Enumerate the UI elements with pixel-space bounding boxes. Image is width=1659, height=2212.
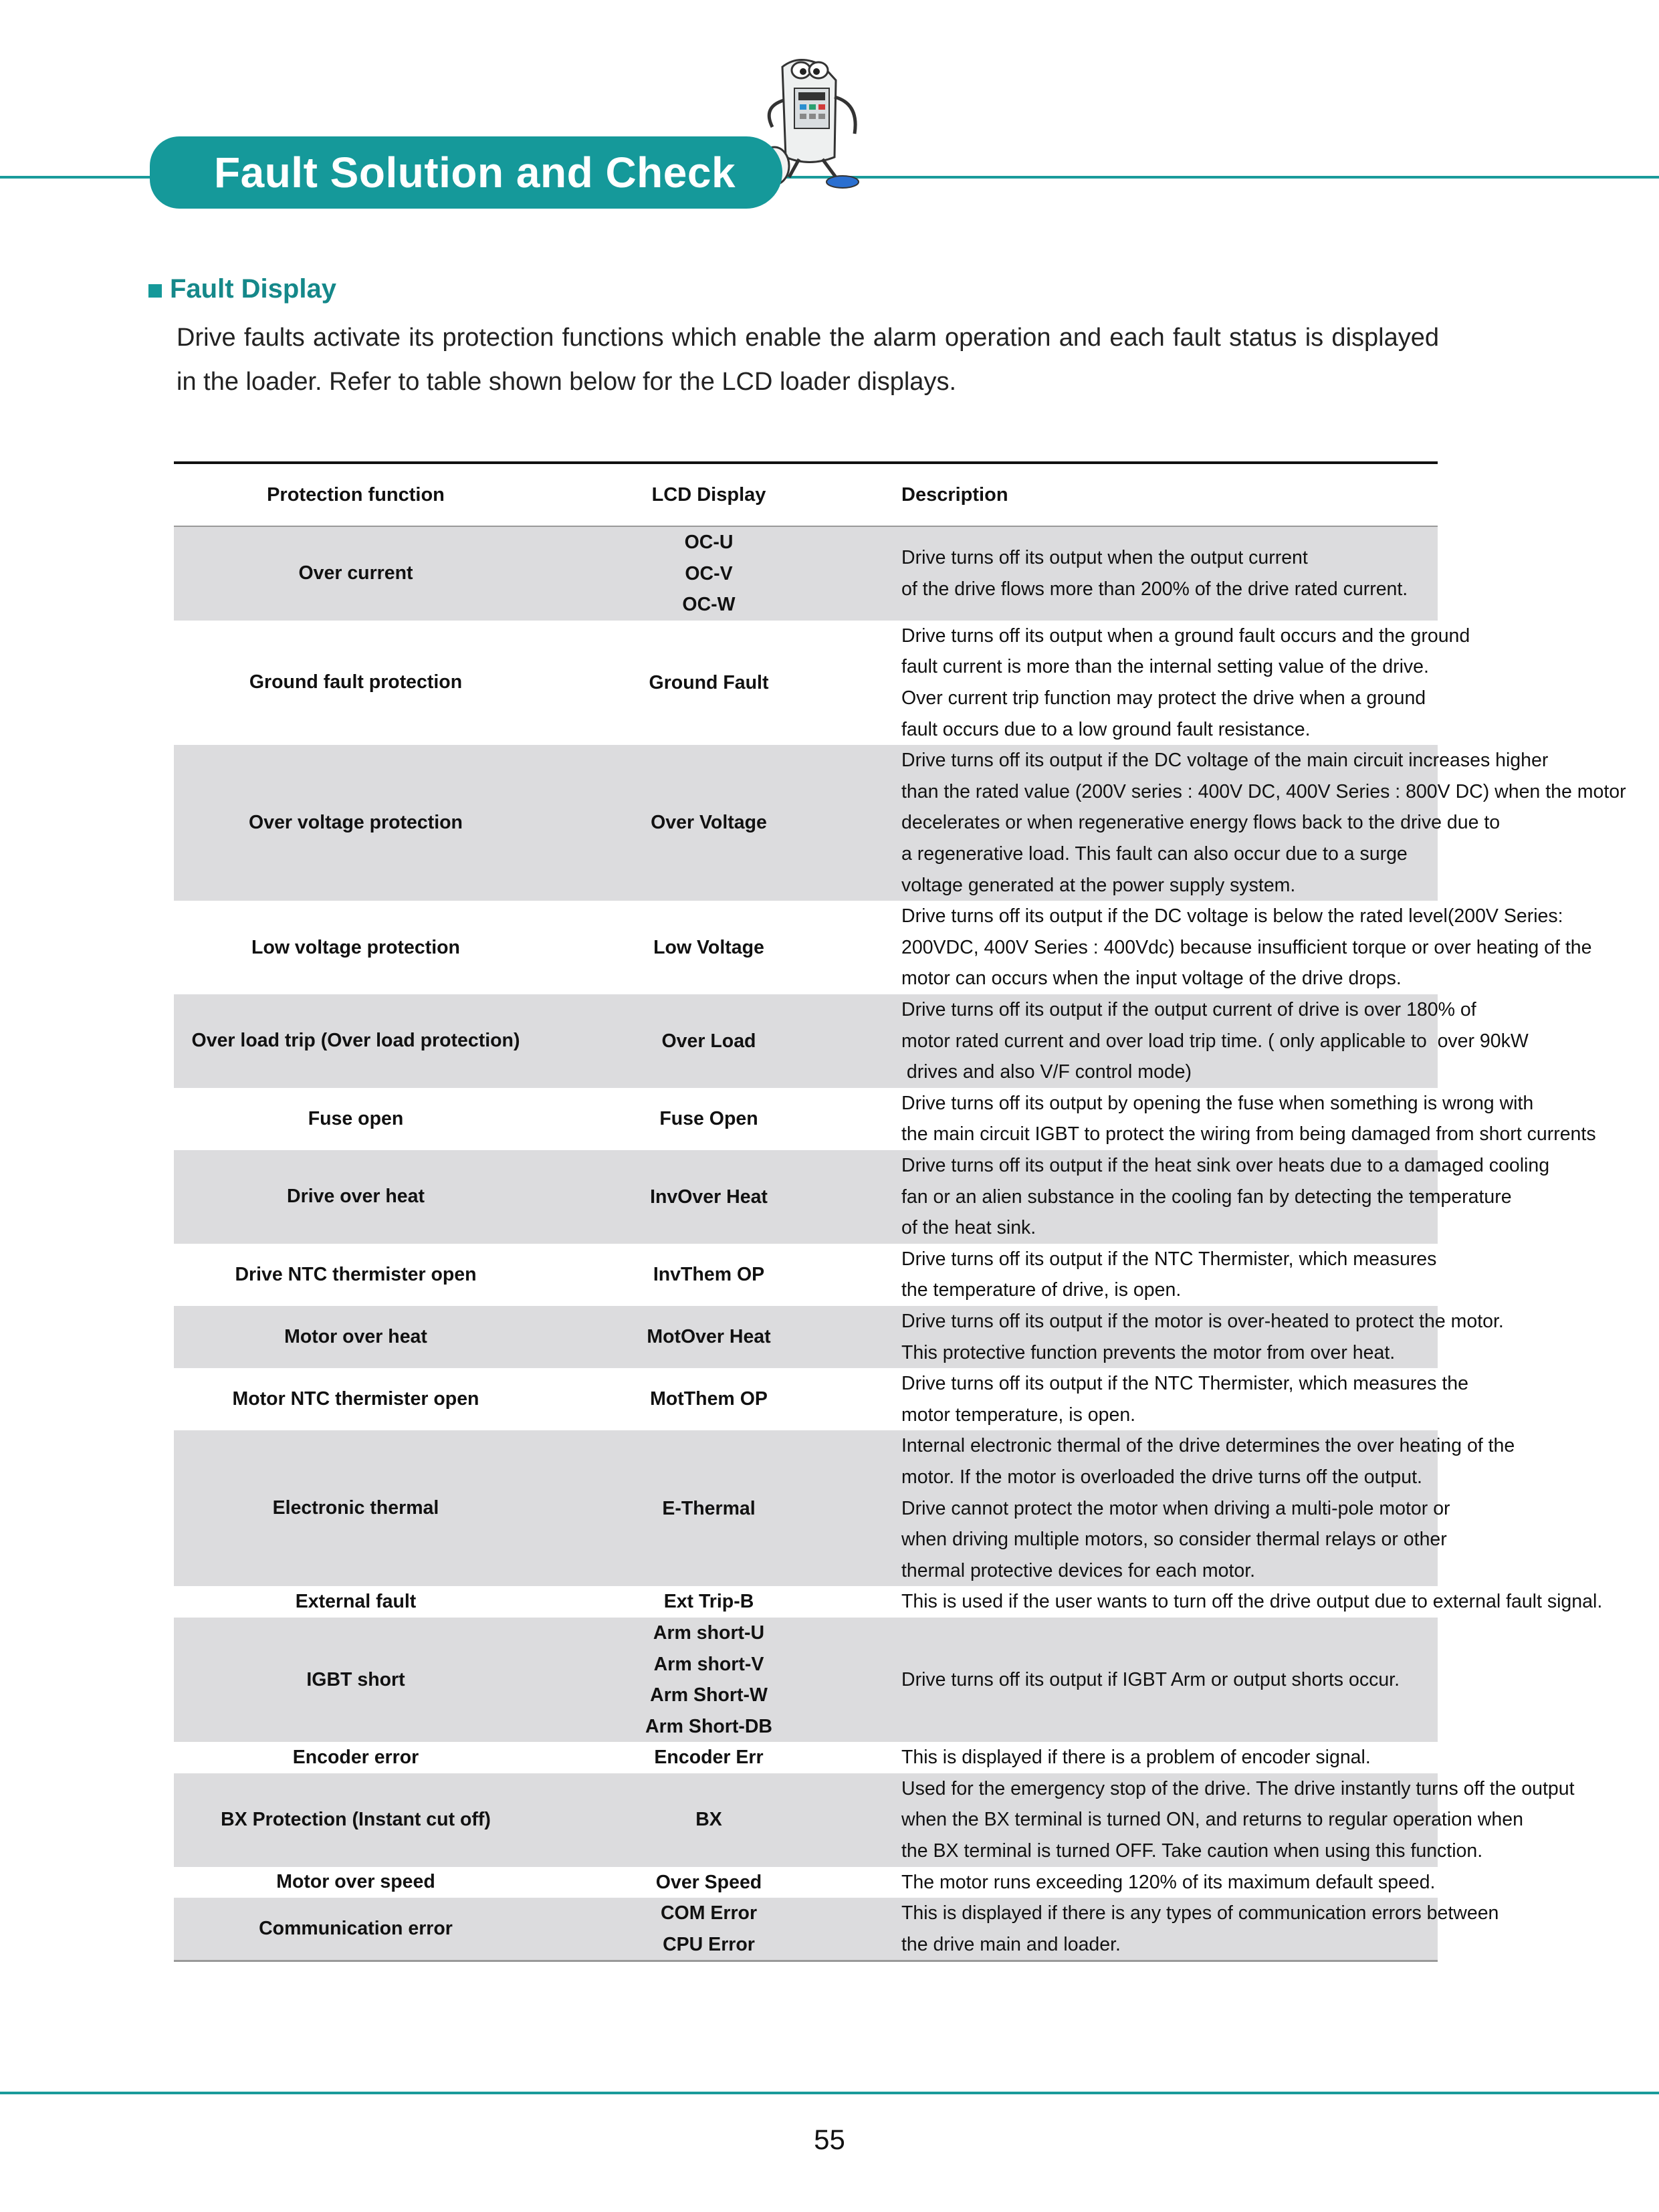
protection-function-cell: Fuse open bbox=[308, 1107, 404, 1129]
description-line: when the BX terminal is turned ON, and returns to regular operation when bbox=[901, 1809, 1523, 1831]
description-line: motor temperature, is open. bbox=[901, 1404, 1136, 1426]
lcd-display-text: MotOver Heat bbox=[647, 1326, 771, 1348]
description-line: Drive turns off its output if the motor is over-heated to protect the motor. bbox=[901, 1310, 1504, 1332]
lcd-display-text: Ground Fault bbox=[649, 671, 769, 693]
lcd-display-text: E-Thermal bbox=[662, 1497, 756, 1519]
description-cell bbox=[880, 1773, 1575, 1867]
table-row bbox=[174, 1618, 1438, 1742]
description-line: of the drive flows more than 200% of the drive rated current. bbox=[901, 578, 1408, 600]
description-line: Drive turns off its output if IGBT Arm or output shorts occur. bbox=[901, 1668, 1400, 1690]
lcd-display-text: Arm Short-W bbox=[650, 1684, 768, 1706]
description-line: Drive cannot protect the motor when driving a multi-pole motor or bbox=[901, 1497, 1450, 1519]
description-cell bbox=[880, 1586, 1603, 1618]
lcd-display-cell bbox=[538, 526, 880, 621]
lcd-display-text: Arm Short-DB bbox=[645, 1715, 772, 1737]
lcd-display-cell bbox=[538, 1773, 880, 1867]
lcd-display-text: MotThem OP bbox=[650, 1388, 768, 1410]
description-cell bbox=[880, 1368, 1468, 1430]
table-row bbox=[174, 901, 1438, 994]
fault-table bbox=[174, 461, 1626, 1962]
lcd-display-cell bbox=[538, 1867, 880, 1898]
lcd-display-cell bbox=[538, 621, 880, 745]
description-line: Drive turns off its output if the NTC Thermister, which measures the bbox=[901, 1373, 1468, 1395]
protection-function-cell: IGBT short bbox=[174, 1618, 538, 1742]
footer-rule bbox=[0, 2092, 1659, 2094]
table-row bbox=[174, 1368, 1438, 1430]
description-line: voltage generated at the power supply system. bbox=[901, 874, 1296, 896]
description-line: This is used if the user wants to turn off the drive output due to external fault signal. bbox=[901, 1591, 1603, 1613]
description-line: This protective function prevents the motor from over heat. bbox=[901, 1341, 1396, 1363]
description-line: decelerates or when regenerative energy flows back to the drive due to bbox=[901, 812, 1501, 834]
description-line: This is displayed if there is a problem of encoder signal. bbox=[901, 1747, 1371, 1769]
description-line: Drive turns off its output if the output current of drive is over 180% of bbox=[901, 998, 1476, 1020]
description-line: a regenerative load. This fault can also occur due to a surge bbox=[901, 843, 1408, 865]
description-line: This is displayed if there is any types of communication errors between bbox=[901, 1902, 1499, 1924]
lcd-display-text: Encoder Err bbox=[654, 1747, 764, 1769]
description-line: of the heat sink. bbox=[901, 1217, 1036, 1239]
protection-function-cell: Communication error bbox=[174, 1898, 538, 1961]
section-heading bbox=[148, 274, 336, 304]
lcd-display-cell bbox=[538, 1898, 880, 1961]
table-row bbox=[174, 745, 1438, 901]
description-line: motor can occurs when the input voltage of the drive drops. bbox=[901, 968, 1402, 990]
lcd-display-cell bbox=[538, 1742, 880, 1773]
description-line: Drive turns off its output by opening the fuse when something is wrong with bbox=[901, 1092, 1534, 1114]
protection-function-cell: Ground fault protection bbox=[249, 671, 463, 693]
lcd-display-cell bbox=[538, 1586, 880, 1618]
description-line: Drive turns off its output when the output current bbox=[901, 547, 1308, 569]
description-line: the drive main and loader. bbox=[901, 1933, 1121, 1955]
section-title: Fault Display bbox=[170, 274, 336, 304]
lcd-display-cell bbox=[538, 901, 880, 994]
description-cell bbox=[880, 1430, 1515, 1586]
description-cell bbox=[880, 1618, 1438, 1742]
table-row bbox=[174, 994, 1438, 1088]
description-line: drives and also V/F control mode) bbox=[901, 1061, 1192, 1083]
table-row bbox=[174, 1898, 1438, 1961]
description-line: the BX terminal is turned OFF. Take caution when using this function. bbox=[901, 1840, 1483, 1862]
table-body bbox=[174, 526, 1626, 1961]
description-line: fan or an alien substance in the cooling fan by detecting the temperature bbox=[901, 1186, 1512, 1208]
lcd-display-cell bbox=[538, 994, 880, 1088]
lcd-display-text: Arm short-U bbox=[653, 1622, 765, 1644]
lcd-display-cell bbox=[538, 1306, 880, 1368]
protection-function-cell: Drive over heat bbox=[174, 1150, 538, 1244]
description-cell bbox=[880, 1898, 1499, 1961]
description-line: when driving multiple motors, so consider thermal relays or other bbox=[901, 1529, 1447, 1551]
description-cell bbox=[880, 1088, 1596, 1150]
description-line: Internal electronic thermal of the drive determines the over heating of the bbox=[901, 1435, 1515, 1457]
lcd-display-text: Fuse Open bbox=[659, 1108, 758, 1130]
description-line: motor. If the motor is overloaded the drive turns off the output. bbox=[901, 1466, 1422, 1488]
description-line: Drive turns off its output if the NTC Thermister, which measures bbox=[901, 1248, 1437, 1270]
table-row bbox=[174, 526, 1438, 621]
description-line: motor rated current and over load trip time. ( only applicable to over 90kW bbox=[901, 1030, 1529, 1052]
table-row bbox=[174, 1244, 1438, 1306]
description-line: the temperature of drive, is open. bbox=[901, 1279, 1182, 1301]
protection-function-cell: Over current bbox=[174, 526, 538, 621]
table-row bbox=[174, 1773, 1438, 1867]
description-cell bbox=[880, 1867, 1438, 1898]
lcd-display-text: OC-U bbox=[684, 532, 734, 553]
lcd-display-cell bbox=[538, 1618, 880, 1742]
lcd-display-cell bbox=[538, 1088, 880, 1150]
protection-function-cell: Motor over heat bbox=[174, 1306, 538, 1368]
lcd-display-cell bbox=[538, 745, 880, 901]
description-line: than the rated value (200V series : 400V DC, 400V Series : 800V DC) when the motor bbox=[901, 780, 1626, 802]
protection-function-cell: Motor NTC thermister open bbox=[232, 1388, 479, 1410]
description-line: Drive turns off its output if the DC voltage is below the rated level(200V Series: bbox=[901, 905, 1563, 927]
lcd-display-cell bbox=[538, 1150, 880, 1244]
description-cell bbox=[880, 1306, 1504, 1368]
lcd-display-text: COM Error bbox=[660, 1902, 758, 1924]
table-row bbox=[174, 1586, 1438, 1618]
description-line: Drive turns off its output if the DC voltage of the main circuit increases higher bbox=[901, 750, 1549, 772]
lcd-display-text: Ext Trip-B bbox=[663, 1591, 754, 1613]
table-row bbox=[174, 621, 1438, 745]
table-row bbox=[174, 1430, 1438, 1586]
lcd-display-text: BX bbox=[695, 1809, 722, 1831]
description-line: Drive turns off its output if the heat sink over heats due to a damaged cooling bbox=[901, 1154, 1550, 1176]
description-cell bbox=[880, 1742, 1438, 1773]
description-cell bbox=[880, 526, 1438, 621]
lcd-display-text: CPU Error bbox=[663, 1933, 755, 1955]
description-line: The motor runs exceeding 120% of its maximum default speed. bbox=[901, 1871, 1436, 1893]
table-row bbox=[174, 1088, 1438, 1150]
protection-function-cell: Over load trip (Over load protection) bbox=[174, 994, 538, 1088]
protection-function-cell: Low voltage protection bbox=[251, 936, 460, 958]
lcd-display-cell bbox=[538, 1244, 880, 1306]
lcd-display-text: Arm short-V bbox=[653, 1653, 764, 1675]
column-header-description: Description bbox=[880, 464, 1438, 526]
page-title: Fault Solution and Check bbox=[214, 148, 736, 197]
lcd-display-text: OC-V bbox=[685, 562, 733, 584]
lcd-display-text: Over Load bbox=[661, 1030, 756, 1052]
lcd-display-cell bbox=[538, 1430, 880, 1586]
protection-function-cell: Drive NTC thermister open bbox=[235, 1263, 477, 1285]
description-line: fault current is more than the internal setting value of the drive. bbox=[901, 656, 1429, 678]
lcd-display-text: OC-W bbox=[682, 594, 736, 616]
protection-function-cell: Electronic thermal bbox=[174, 1430, 538, 1586]
lcd-display-text: Over Speed bbox=[655, 1871, 762, 1893]
table-row bbox=[174, 1867, 1438, 1898]
description-cell bbox=[880, 621, 1470, 745]
lcd-display-text: Over Voltage bbox=[651, 812, 767, 834]
description-line: fault occurs due to a low ground fault resistance. bbox=[901, 718, 1311, 740]
protection-function-cell: Encoder error bbox=[292, 1747, 419, 1769]
protection-function-cell: Over voltage protection bbox=[174, 745, 538, 901]
table-row bbox=[174, 1742, 1438, 1773]
table-header-row bbox=[174, 464, 1438, 526]
description-cell bbox=[880, 745, 1626, 901]
table-row bbox=[174, 1306, 1438, 1368]
description-line: thermal protective devices for each motor. bbox=[901, 1559, 1256, 1581]
description-line: Used for the emergency stop of the drive. The drive instantly turns off the output bbox=[901, 1777, 1575, 1799]
description-line: 200VDC, 400V Series : 400Vdc) because insufficient torque or over heating of the bbox=[901, 936, 1592, 958]
table-row bbox=[174, 1150, 1438, 1244]
protection-function-cell: BX Protection (Instant cut off) bbox=[174, 1773, 538, 1867]
lcd-display-cell bbox=[538, 1368, 880, 1430]
page-number: 55 bbox=[814, 2124, 845, 2155]
description-cell bbox=[880, 901, 1592, 994]
lcd-display-text: InvThem OP bbox=[653, 1264, 765, 1286]
intro-paragraph: Drive faults activate its protection functions which enable the alarm operation and each fault status is displayed in the loader. Refer to table shown below for the LCD loader displays. bbox=[177, 324, 1439, 396]
protection-function-cell: External fault bbox=[295, 1591, 417, 1613]
description-cell bbox=[880, 994, 1529, 1088]
lcd-display-text: InvOver Heat bbox=[650, 1186, 768, 1208]
square-bullet-icon bbox=[148, 284, 162, 298]
column-header-function: Protection function bbox=[174, 464, 538, 526]
description-line: Over current trip function may protect the drive when a ground bbox=[901, 687, 1426, 709]
column-header-display: LCD Display bbox=[538, 464, 880, 526]
lcd-display-text: Low Voltage bbox=[653, 936, 764, 958]
protection-function-cell: Motor over speed bbox=[276, 1871, 435, 1893]
description-cell bbox=[880, 1244, 1438, 1306]
description-cell bbox=[880, 1150, 1550, 1244]
description-line: the main circuit IGBT to protect the wiring from being damaged from short currents bbox=[901, 1123, 1596, 1145]
title-banner bbox=[150, 136, 782, 209]
description-line: Drive turns off its output when a ground fault occurs and the ground bbox=[901, 625, 1470, 647]
